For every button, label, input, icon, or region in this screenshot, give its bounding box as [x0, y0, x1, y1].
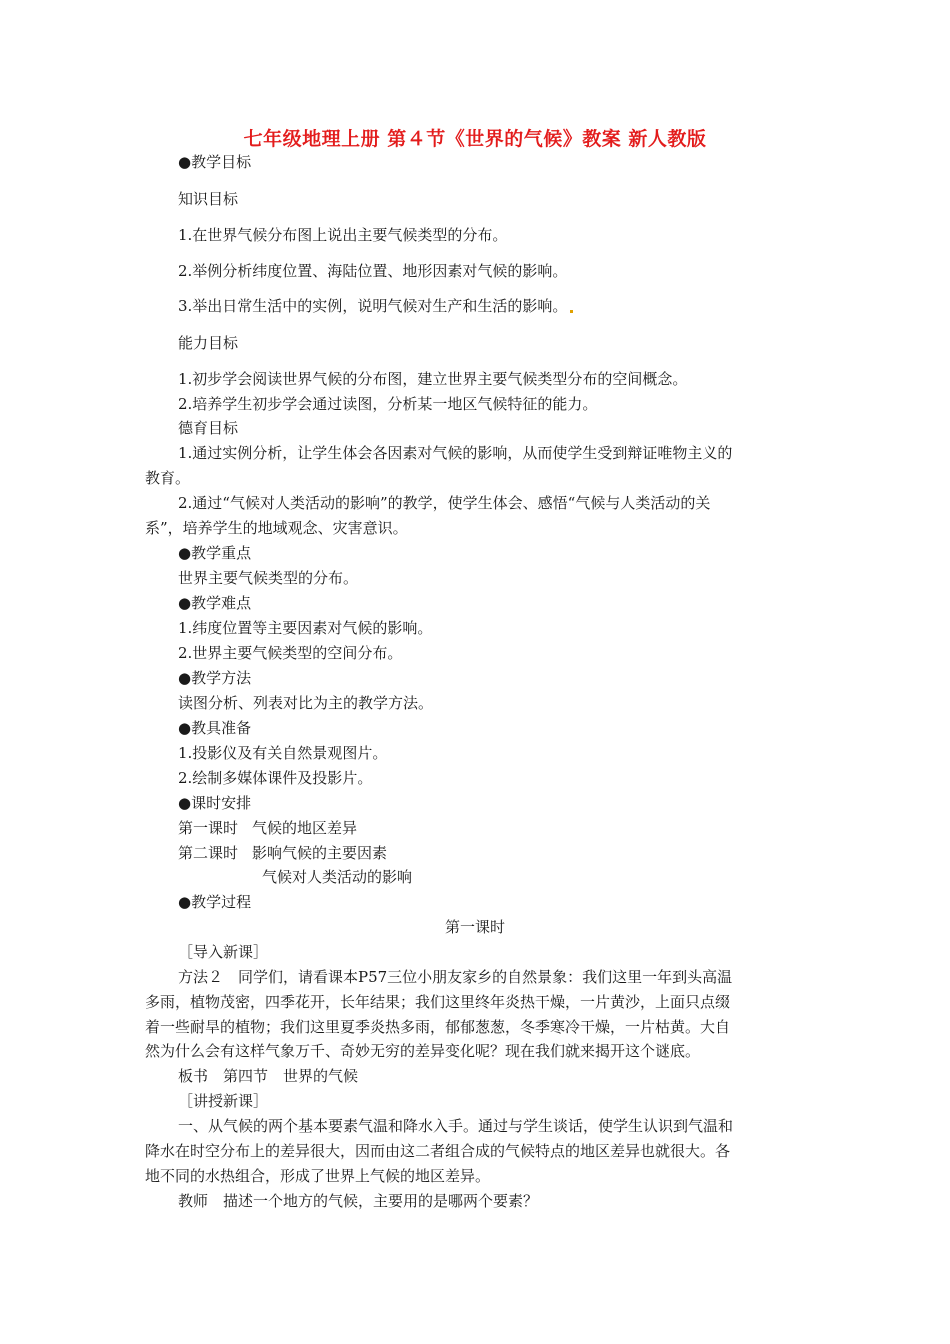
section-heading-difficulties: ●教学难点: [178, 594, 252, 612]
methods-text: 读图分析、列表对比为主的教学方法。: [178, 694, 434, 712]
moral-item-2-line-1: 2.通过“气候对人类活动的影响”的教学，使学生体会、感悟“气候与人类活动的关: [178, 494, 711, 512]
tools-item-1: 1.投影仪及有关自然景观图片。: [178, 744, 388, 762]
subheading-moral: 德育目标: [178, 419, 239, 437]
schedule-lesson-2-topic: 影响气候的主要因素: [252, 844, 388, 862]
teacher-question: 教师 描述一个地方的气候，主要用的是哪两个要素？: [178, 1192, 539, 1210]
knowledge-item-1: 1.在世界气候分布图上说出主要气候类型的分布。: [178, 226, 508, 244]
lesson-title: 第一课时: [444, 918, 505, 936]
difficulty-item-2: 2.世界主要气候类型的空间分布。: [178, 644, 403, 662]
section-heading-process: ●教学过程: [178, 893, 252, 911]
stray-mark: [570, 310, 573, 313]
lecture-line-3-a: 地不同的: [145, 1167, 206, 1185]
intro-line-4: 然为什么会有这样气象万千、奇妙无穷的差异变化呢？现在我们就来揭开这个谜底。: [145, 1042, 701, 1060]
schedule-lesson-1-topic: 气候的地区差异: [252, 819, 358, 837]
intro-line-3-a: 着一些耐旱的植物；我: [145, 1018, 296, 1036]
schedule-lesson-2-label: 第二课时: [178, 844, 239, 862]
ability-item-1: 1.初步学会阅读世界气候的分布图，建立世界主要气候类型分布的空间概念。: [178, 370, 688, 388]
tools-item-2: 2.绘制多媒体课件及投影片。: [178, 769, 373, 787]
difficulty-item-1-a: 1.纬度位置等主要因素: [178, 619, 328, 637]
document-title: 七年级地理上册 第４节《世界的气候》教案 新人教版: [243, 128, 707, 150]
section-heading-methods: ●教学方法: [178, 669, 252, 687]
schedule-lesson-2-topic-2: 气候对人类活动的影响: [262, 868, 413, 886]
schedule-lesson-2: [178, 843, 387, 863]
lecture-heading: ［讲授新课］: [178, 1092, 269, 1110]
section-heading-tools: ●教具准备: [178, 719, 252, 737]
lecture-line-1: 一、从气候的两个基本要素气温和降水入手。通过与学生谈话，使学生认识到气温和: [178, 1117, 734, 1135]
lecture-line-3-b: 水热组合，形成了世界上气候的地区差异。: [205, 1167, 491, 1185]
intro-line-2: 多雨，植物茂密，四季花开，长年结果；我们这里终年炎热干燥，一片黄沙，上面只点缀: [145, 993, 731, 1011]
subheading-ability: 能力目标: [178, 334, 239, 352]
moral-item-1-line-2: 教育。: [145, 469, 191, 487]
moral-item-1-line-1: 1.通过实例分析，让学生体会各因素对气候的影响，从而使学生受到辩证唯物主义的: [178, 444, 733, 462]
knowledge-item-2: 2.举例分析纬度位置、海陆位置、地形因素对气候的影响。: [178, 262, 568, 280]
key-points-text: 世界主要气候类型的分布。: [178, 569, 359, 587]
intro-heading: ［导入新课］: [178, 943, 269, 961]
intro-line-3: [145, 1017, 730, 1037]
board-writing: 板书 第四节 世界的气候: [178, 1067, 359, 1085]
intro-line-3-b: 们这里夏季炎热多雨，郁郁葱葱，冬季寒冷干燥，一片枯黄。大自: [295, 1018, 731, 1036]
ability-item-2: 2.培养学生初步学会通过读图，分析某一地区气候特征的能力。: [178, 395, 598, 413]
intro-line-1: 方法２ 同学们，请看课本P57三位小朋友家乡的自然景象：我们这里一年到头高温: [178, 968, 733, 986]
difficulty-item-1: [178, 618, 432, 638]
lecture-line-2: 降水在时空分布上的差异很大，因而由这二者组合成的气候特点的地区差异也就很大。各: [145, 1142, 731, 1160]
section-heading-schedule: ●课时安排: [178, 794, 252, 812]
section-heading-goals: ●教学目标: [178, 153, 252, 171]
schedule-lesson-1: [178, 818, 357, 838]
section-heading-key-points: ●教学重点: [178, 544, 252, 562]
knowledge-item-3: [178, 296, 573, 316]
knowledge-item-3-text: 3.举出日常生活中的实例，说明气候对生产和生活的影响。: [178, 297, 568, 315]
moral-item-2-line-2: 系”，培养学生的地域观念、灾害意识。: [145, 519, 408, 537]
lecture-line-3: [145, 1166, 490, 1186]
difficulty-item-1-b: 对气候的影响。: [327, 619, 433, 637]
subheading-knowledge: 知识目标: [178, 190, 239, 208]
schedule-lesson-1-label: 第一课时: [178, 819, 239, 837]
